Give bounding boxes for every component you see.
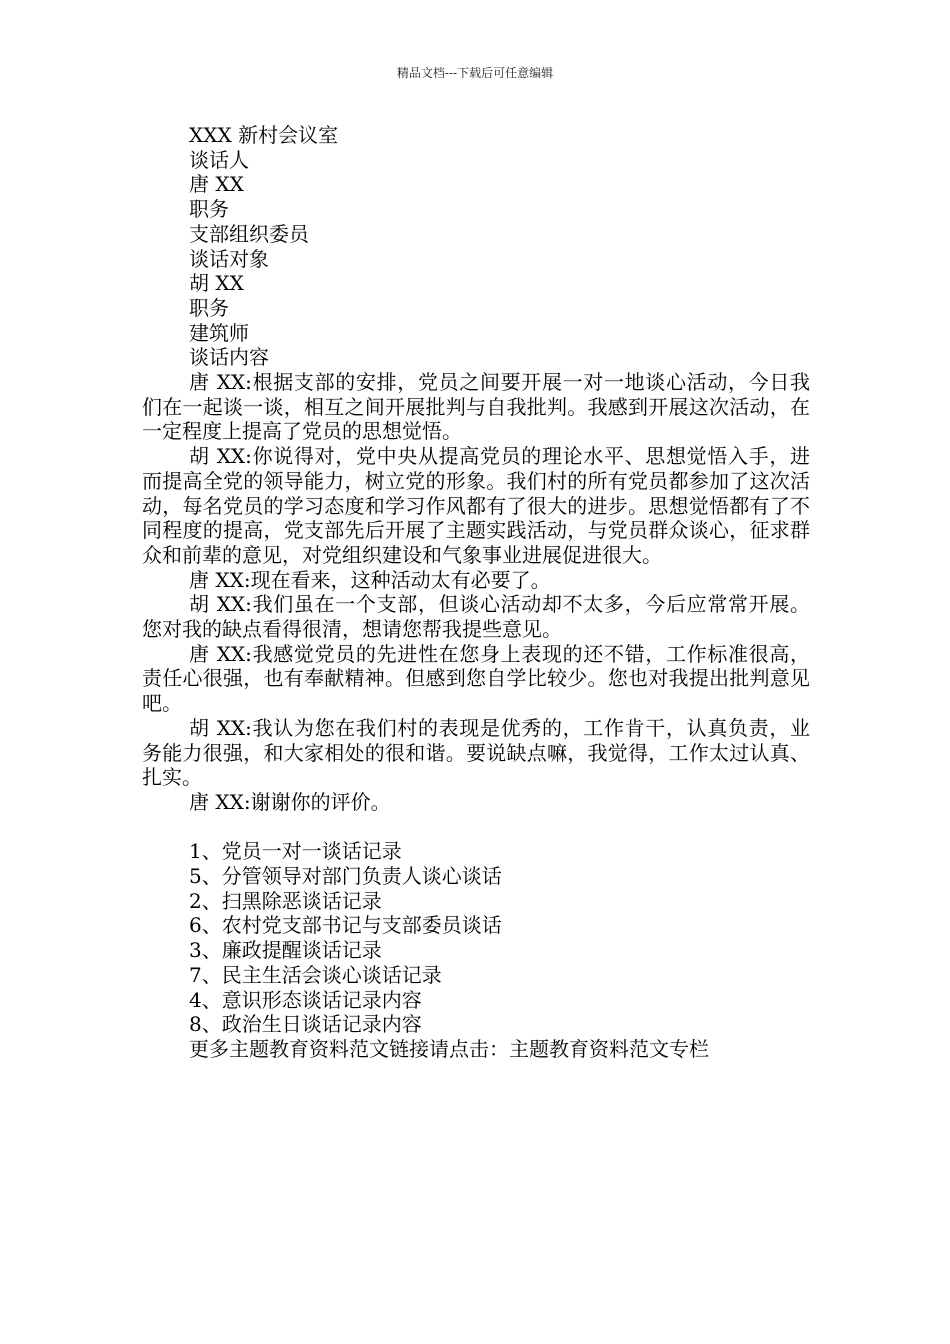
dialogue-paragraph: 唐 XX:我感觉党员的先进性在您身上表现的还不错，工作标准很高，责任心很强，也有奉献精神。但感到您自学比较少。您也对我提出批判意见吧。 bbox=[142, 641, 810, 716]
interviewee-label: 谈话对象 bbox=[189, 246, 269, 271]
speaker-name: 唐 XX bbox=[189, 172, 244, 197]
interviewee-name: 胡 XX bbox=[189, 271, 244, 296]
page-header: 精品文档---下载后可任意编辑 bbox=[396, 66, 554, 80]
content-label: 谈话内容 bbox=[189, 345, 269, 370]
dialogue-paragraph: 唐 XX:现在看来，这种活动太有必要了。 bbox=[189, 567, 551, 592]
dialogue-block bbox=[142, 370, 810, 815]
speaker-title-label: 职务 bbox=[189, 197, 229, 222]
interviewee-title: 建筑师 bbox=[189, 320, 249, 345]
document-body bbox=[142, 123, 810, 1062]
dialogue-paragraph: 唐 XX:根据支部的安排，党员之间要开展一对一地谈心活动，今日我们在一起谈一谈，相互之间开展批判与自我批判。我感到开展这次活动，在一定程度上提高了党员的思想觉悟。 bbox=[142, 370, 810, 444]
meeting-location: XXX 新村会议室 bbox=[189, 123, 339, 147]
dialogue-paragraph: 胡 XX:你说得对，党中央从提高党员的理论水平、思想觉悟入手，进而提高全党的领导能力，树立党的形象。我们村的所有党员都参加了这次活动，每名党员的学习态度和学习作风都有了很大的进步。思想觉悟都有了不同程度的提高，党支部先后开展了主题实践活动，与党员群众谈心，征求群众和前辈的意见，对党组织建设和气象事业进展促进很大。 bbox=[142, 444, 810, 567]
related-link[interactable]: 3、廉政提醒谈话记录 bbox=[189, 938, 382, 963]
speaker-title: 支部组织委员 bbox=[189, 221, 309, 246]
related-link[interactable]: 4、意识形态谈话记录内容 bbox=[189, 987, 422, 1012]
spacer bbox=[142, 815, 810, 840]
promo-link[interactable]: 主题教育资料范文专栏 bbox=[509, 1037, 709, 1061]
interviewee-title-label: 职务 bbox=[189, 295, 229, 320]
dialogue-paragraph: 胡 XX:我们虽在一个支部，但谈心活动却不太多，今后应常常开展。您对我的缺点看得很清，想请您帮我提些意见。 bbox=[142, 592, 810, 642]
promo-prefix: 更多主题教育资料范文链接请点击： bbox=[189, 1037, 509, 1061]
dialogue-paragraph: 唐 XX:谢谢你的评价。 bbox=[189, 789, 391, 814]
related-link[interactable]: 5、分管领导对部门负责人谈心谈话 bbox=[189, 864, 502, 889]
related-link[interactable]: 8、政治生日谈话记录内容 bbox=[189, 1012, 422, 1037]
promo-line bbox=[189, 1037, 810, 1062]
related-link[interactable]: 1、党员一对一谈话记录 bbox=[189, 839, 402, 864]
related-link[interactable]: 2、扫黑除恶谈话记录 bbox=[189, 888, 382, 913]
related-link[interactable]: 7、民主生活会谈心谈话记录 bbox=[189, 962, 442, 987]
related-links-list bbox=[142, 839, 810, 1037]
dialogue-paragraph: 胡 XX:我认为您在我们村的表现是优秀的，工作肯干，认真负责，业务能力很强，和大家相处的很和谐。要说缺点嘛，我觉得，工作太过认真、扎实。 bbox=[142, 715, 810, 790]
speaker-label: 谈话人 bbox=[189, 147, 249, 172]
related-link[interactable]: 6、农村党支部书记与支部委员谈话 bbox=[189, 913, 502, 938]
info-block bbox=[142, 123, 810, 370]
